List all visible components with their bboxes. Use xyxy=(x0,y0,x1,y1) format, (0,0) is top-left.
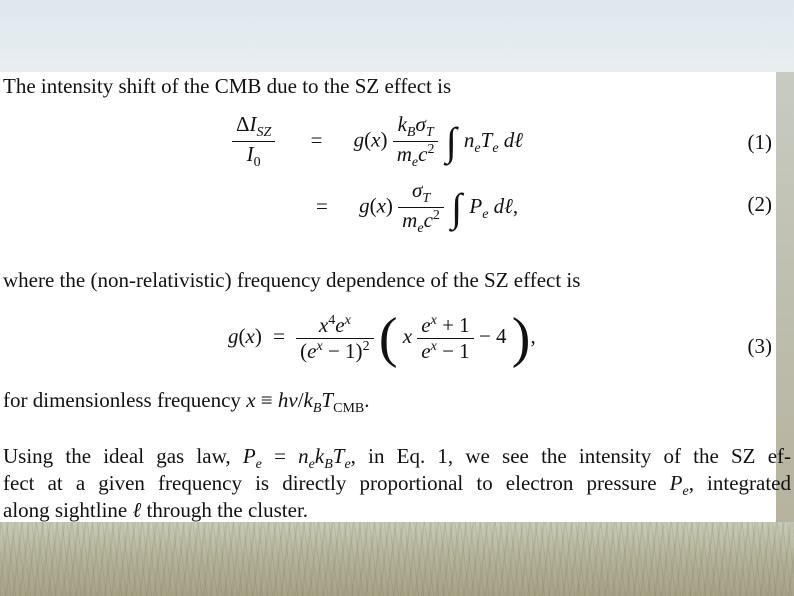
eq2-fraction: $\frac{\sigma_T}{m_ec^2}$ xyxy=(398,178,444,237)
equation-3: g(x) = $\frac{x^4e^x}{(e^x - 1)^2}$ ( x $\frac{e^x + 1}{e^x - 1}$ − 4 ), xyxy=(228,307,536,369)
paragraph-dimensionless: for dimensionless frequency $x \equiv h\nu/k_BT_{CMB}$. xyxy=(3,388,370,417)
equation-2: = g(x) $\frac{\sigma_T}{m_ec^2}$ ∫ $P_e$ dℓ, xyxy=(316,178,519,237)
eq3-prefactor-fraction: $\frac{x^4e^x}{(e^x - 1)^2}$ xyxy=(296,313,373,364)
paragraph-gas-law-line-2: fect at a given frequency is directly proportional to electron pressure $P_e$, integrated xyxy=(3,471,792,500)
equation-1: $\frac{\Delta I_{SZ}}{I_0}$ = g(x) $\frac{k_B\sigma_T}{m_ec^2}$ ∫ $n_eT_e$ dℓ xyxy=(232,112,523,171)
slide-content xyxy=(0,72,792,522)
pressure-text: fect at a given frequency is directly proportional to electron pressure xyxy=(3,471,657,495)
background-grass xyxy=(0,522,794,596)
paragraph-intro: The intensity shift of the CMB due to the SZ effect is xyxy=(3,74,452,98)
integrated-text: integrated xyxy=(707,471,792,495)
cluster-text: through the cluster. xyxy=(146,498,309,522)
eq1-reference-text: in Eq. 1, we see the intensity of the SZ ef- xyxy=(368,444,792,468)
background-sky xyxy=(0,0,794,72)
eq1-lhs-fraction: $\frac{\Delta I_{SZ}}{I_0}$ xyxy=(232,112,275,171)
paragraph-gas-law-line-1: Using the ideal gas law, $P_e = n_ek_BT_e$, in Eq. 1, we see the intensity of the SZ ef- xyxy=(3,444,792,473)
equation-2-number: (2) xyxy=(747,192,772,216)
gas-law-text: Using the ideal gas law, xyxy=(3,444,231,468)
sightline-text: along sightline xyxy=(3,498,128,522)
equation-3-number: (3) xyxy=(747,334,772,358)
equation-1-number: (1) xyxy=(747,130,772,154)
paragraph-frequency: where the (non-relativistic) frequency dependence of the SZ effect is xyxy=(3,268,581,292)
paragraph-dimensionless-text: for dimensionless frequency xyxy=(3,388,241,412)
eq1-rhs-fraction: $\frac{k_B\sigma_T}{m_ec^2}$ xyxy=(393,112,439,171)
paragraph-gas-law-line-3: along sightline ℓ through the cluster. xyxy=(3,498,309,522)
eq3-inner-fraction: $\frac{e^x + 1}{e^x - 1}$ xyxy=(417,313,473,364)
